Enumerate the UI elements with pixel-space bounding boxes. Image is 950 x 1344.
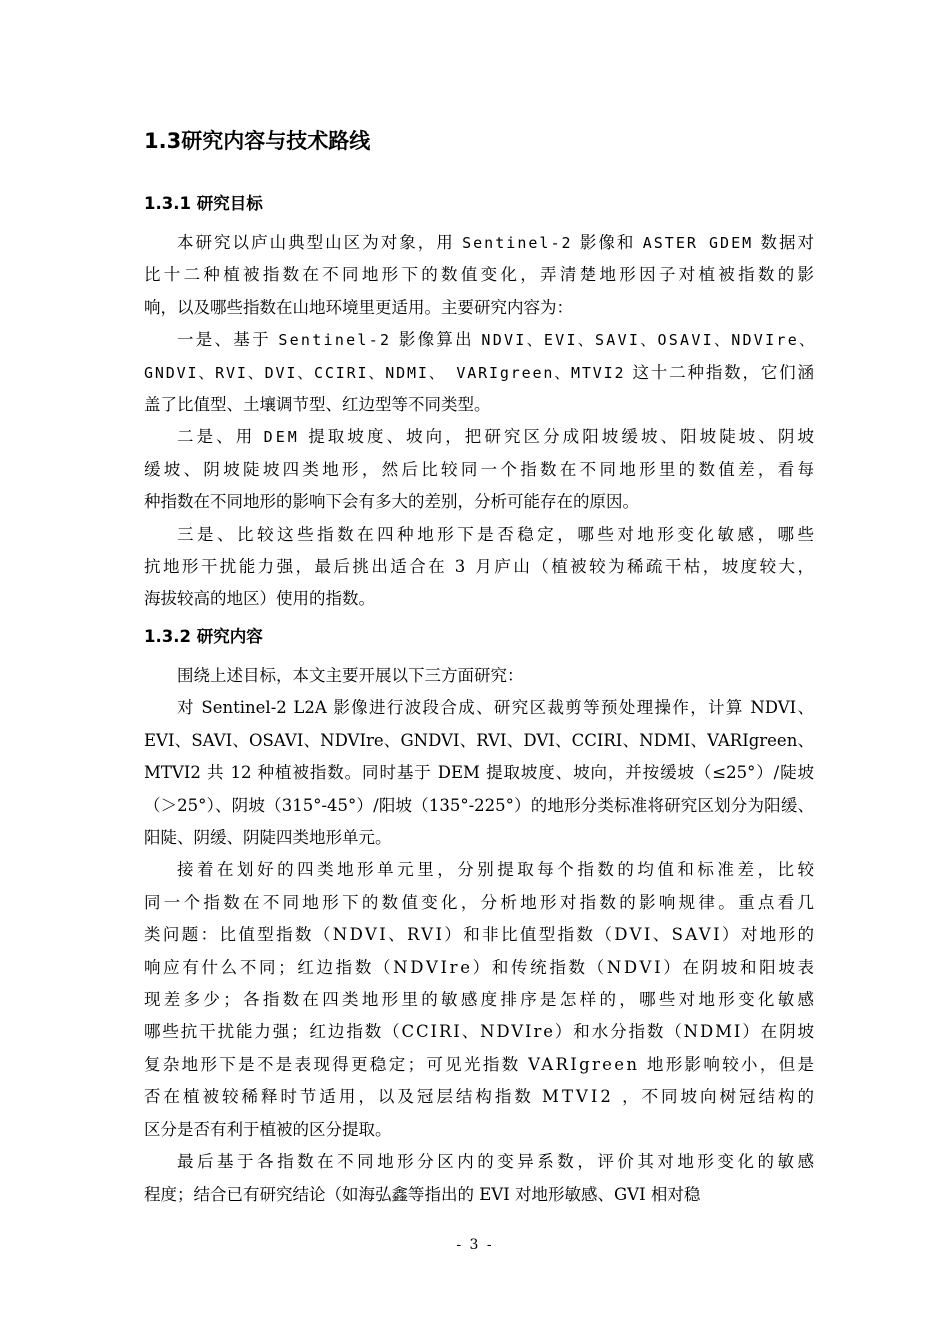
content-paragraph-2: 对 Sentinel-2 L2A 影像进行波段合成、研究区裁剪等预处理操作，计算 NDVI、EVI、SAVI、OSAVI、NDVIre、GNDVI、RVI、DVI、CCIRI、NDMI、VARIgreen、MTVI2 共 12 种植被指数。同时基于 DEM 提取坡度、坡向，并按缓坡（≤25°）/陡坡（＞25°）、阴坡（315°-45°）/阳坡（135°-225°）的地形分类标准将研究区划分为阳缓、阳陡、阴缓、阴陡四类地形单元。 bbox=[144, 698, 814, 848]
content-body bbox=[144, 660, 818, 1211]
content-paragraph-4 bbox=[144, 1146, 818, 1211]
text-line: 围绕上述目标，本文主要开展以下三方面研究： bbox=[177, 666, 524, 685]
text-line: 同一个指数在不同地形下的数值变化，分析地形对指数的影响规律。重点看几 bbox=[144, 892, 818, 912]
text-line: 比十二种植被指数在不同地形下的数值变化，弄清楚地形因子对植被指数的影 bbox=[144, 265, 818, 285]
text-line: 三是、比较这些指数在四种地形下是否稳定，哪些对地形变化敏感，哪些 bbox=[177, 524, 818, 544]
text-line: 否在植被较稀释时节适用，以及冠层结构指数 MTVI2 ，不同坡向树冠结构的 bbox=[144, 1087, 817, 1107]
text-line: 二是、用 DEM 提取坡度、坡向，把研究区分成阳坡缓坡、阳坡陡坡、阴坡 bbox=[177, 427, 818, 447]
text-line: 种指数在不同地形的影响下会有多大的差别，分析可能存在的原因。 bbox=[144, 492, 639, 512]
text-line: 复杂地形下是不是表现得更稳定；可见光指数 VARIgreen 地形影响较小，但是 bbox=[144, 1054, 817, 1074]
objectives-paragraph-3 bbox=[144, 421, 818, 518]
text-line: 区分是否有利于植被的区分提取。 bbox=[144, 1119, 392, 1139]
text-line: 盖了比值型、土壤调节型、红边型等不同类型。 bbox=[144, 395, 491, 415]
section-heading: 1.3研究内容与技术路线 bbox=[144, 129, 371, 153]
text-line: 一是、基于 Sentinel-2 影像算出 NDVI、EVI、SAVI、OSAVI、NDVIre、 bbox=[177, 330, 817, 350]
text-line: 抗地形干扰能力强，最后挑出适合在 3 月庐山（植被较为稀疏干枯，坡度较大， bbox=[144, 557, 817, 577]
text-line: 现差多少；各指数在四类地形里的敏感度排序是怎样的，哪些对地形变化敏感 bbox=[144, 990, 818, 1010]
content-paragraph-3 bbox=[144, 854, 818, 1146]
page-number: - 3 - bbox=[456, 1237, 494, 1253]
text-line: 接着在划好的四类地形单元里，分别提取每个指数的均值和标准差，比较 bbox=[177, 860, 818, 880]
text-line: GNDVI、RVI、DVI、CCIRI、NDMI、 VARIgreen、MTVI2 这十二种指数，它们涵 bbox=[144, 362, 816, 382]
objectives-paragraph-2 bbox=[144, 324, 817, 421]
objectives-paragraph-1 bbox=[144, 227, 818, 324]
text-line: 程度；结合已有研究结论（如海弘鑫等指出的 EVI 对地形敏感、GVI 相对稳 bbox=[144, 1184, 701, 1204]
text-line: 最后基于各指数在不同地形分区内的变异系数，评价其对地形变化的敏感 bbox=[177, 1152, 818, 1172]
text-line: 缓坡、阴坡陡坡四类地形，然后比较同一个指数在不同地形里的数值差，看每 bbox=[144, 459, 818, 479]
text-line: 类问题：比值型指数（NDVI、RVI）和非比值型指数（DVI、SAVI）对地形的 bbox=[144, 925, 817, 945]
text-line: 哪些抗干扰能力强；红边指数（CCIRI、NDVIre）和水分指数（NDMI）在阴坡 bbox=[144, 1022, 816, 1042]
text-line: 海拔较高的地区）使用的指数。 bbox=[144, 589, 375, 609]
text-line: 本研究以庐山典型山区为对象，用 Sentinel-2 影像和 ASTER GDEM 数据对 bbox=[177, 233, 817, 252]
objectives-paragraph-4 bbox=[144, 519, 818, 616]
subsection-heading-content: 1.3.2 研究内容 bbox=[144, 627, 263, 646]
text-line: 响应有什么不同；红边指数（NDVIre）和传统指数（NDVI）在阴坡和阳坡表 bbox=[144, 957, 817, 977]
content-paragraph-1 bbox=[144, 660, 814, 692]
text-line: 响，以及哪些指数在山地环境里更适用。主要研究内容为： bbox=[144, 297, 573, 317]
subsection-heading-objectives: 1.3.1 研究目标 bbox=[144, 194, 263, 213]
objectives-body bbox=[144, 227, 818, 616]
